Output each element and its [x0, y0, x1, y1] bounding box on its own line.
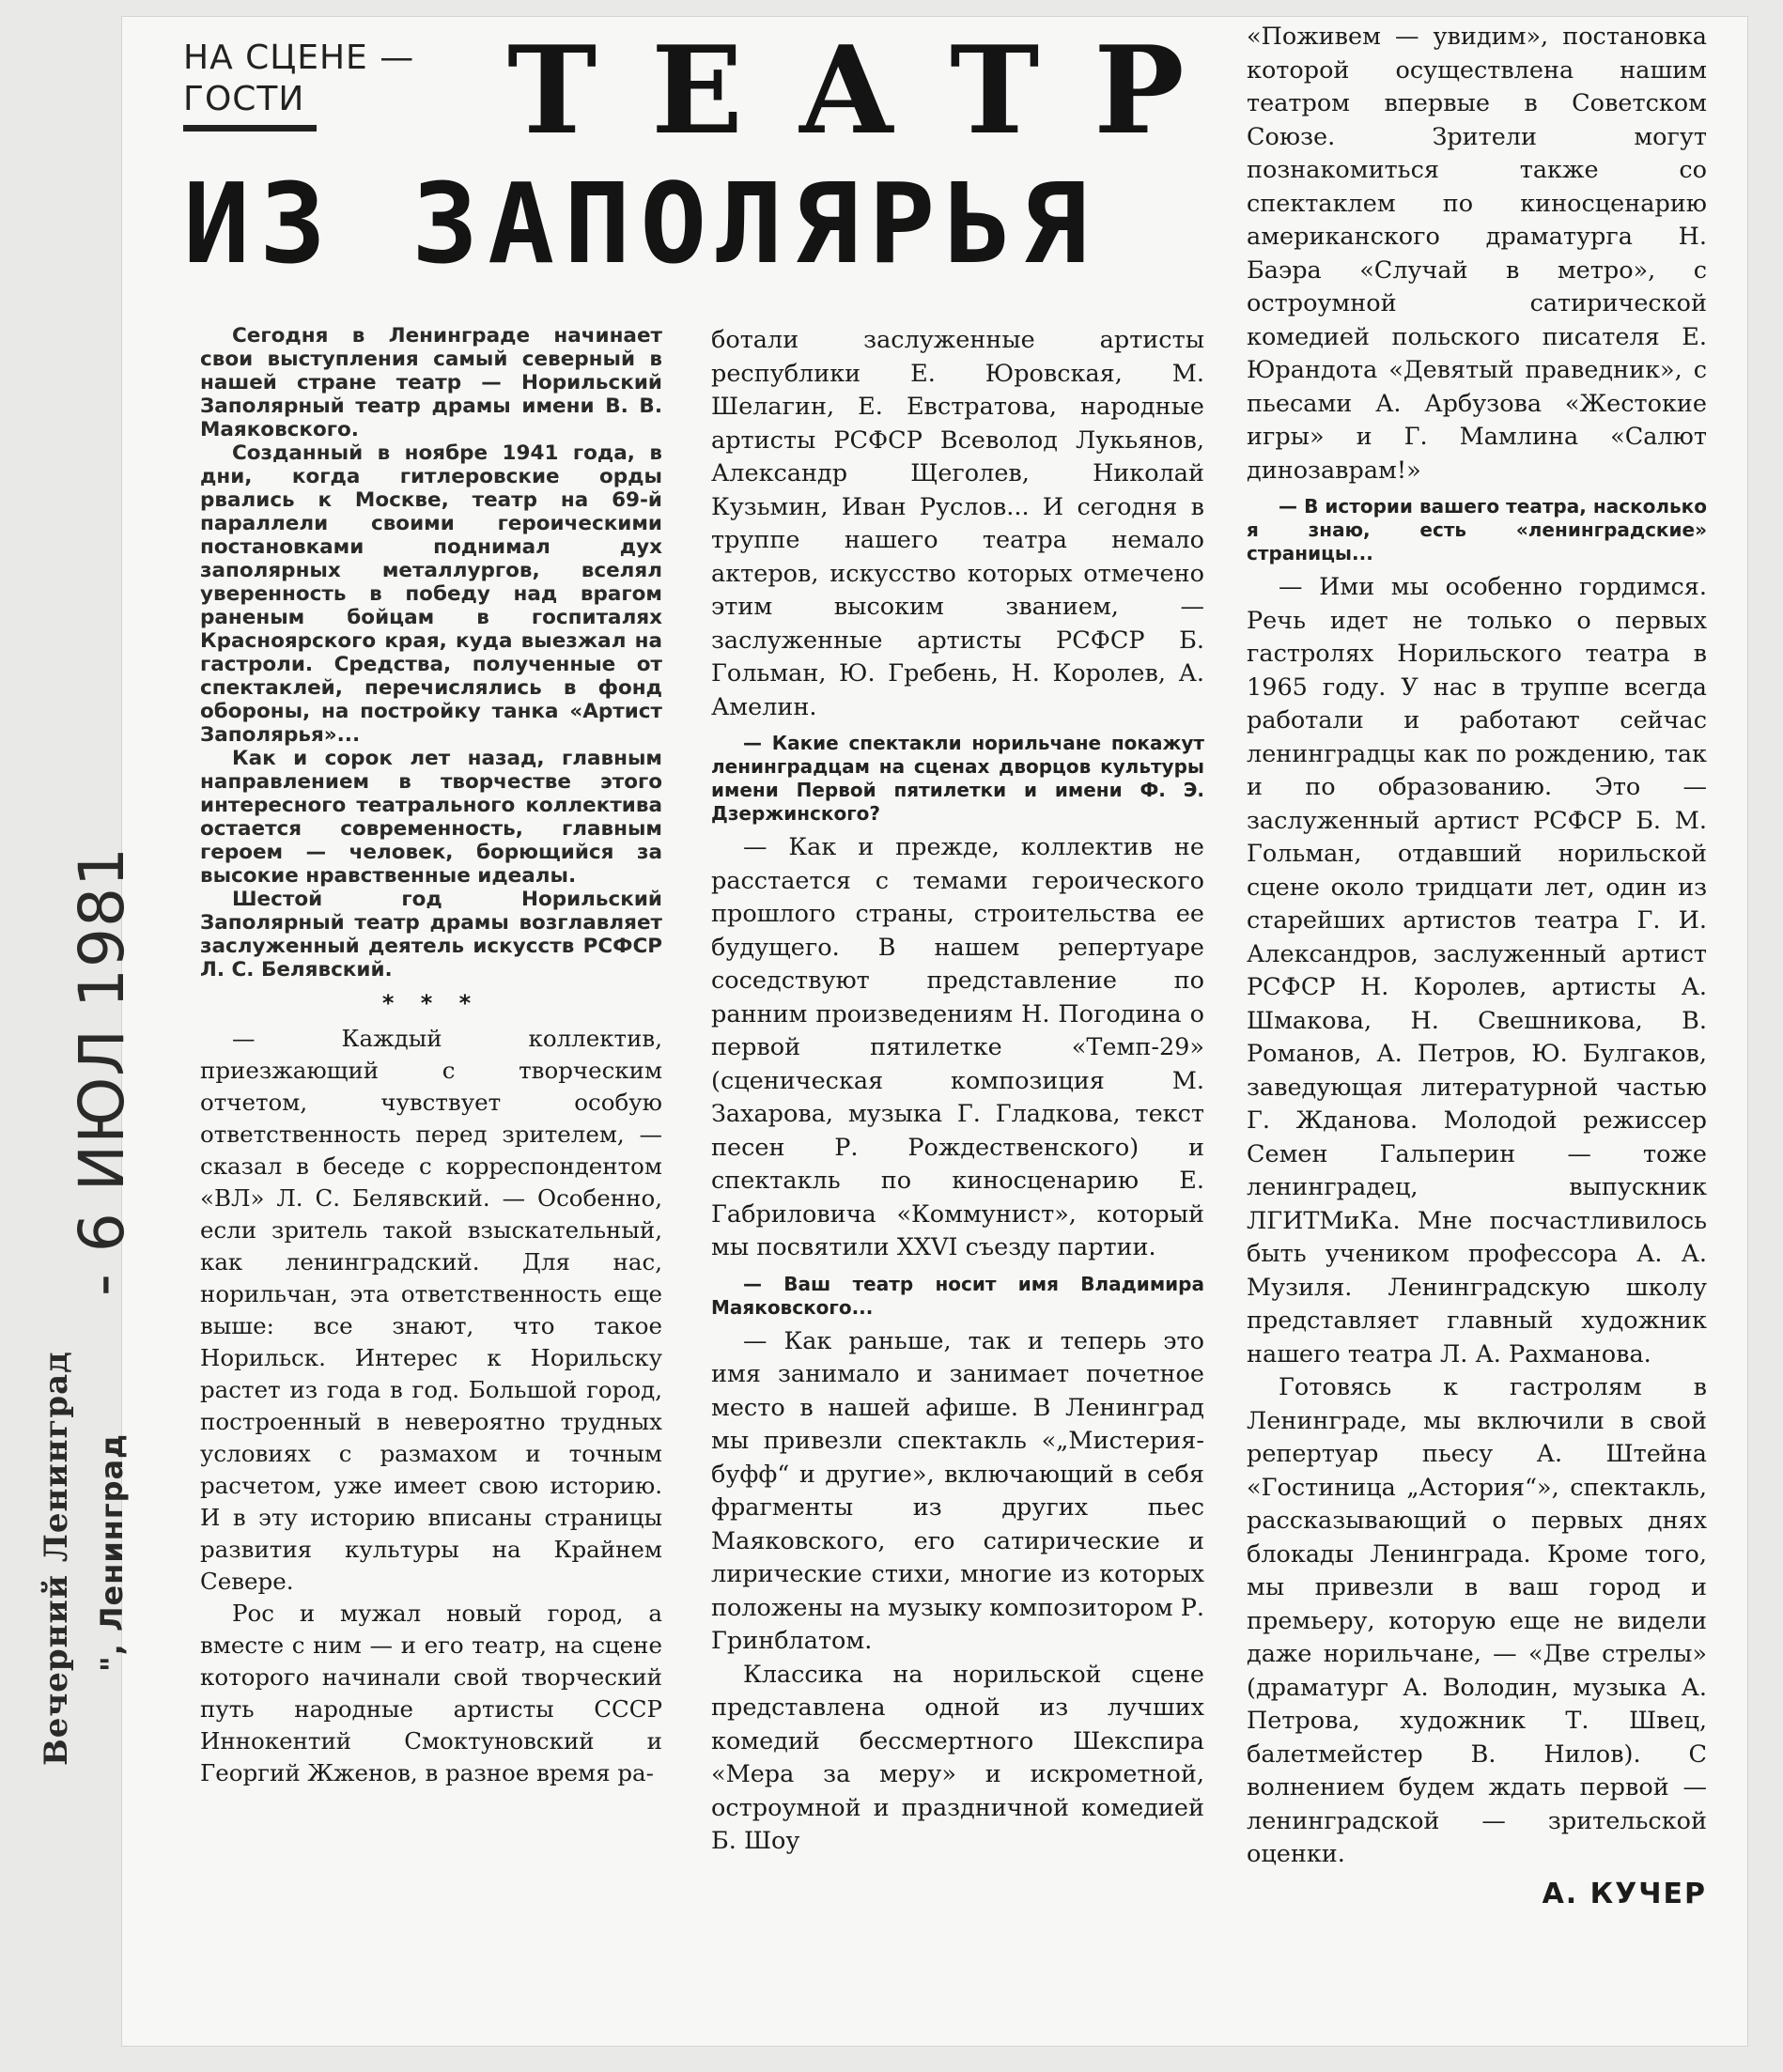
- body-paragraph: — Как раньше, так и теперь это имя занимало и занимает почетное место в нашей афише. В Ленинград мы привезли спектакль «„Мистерия-буфф“ и другие», включающий в себя фрагменты из других пьес Маяковского, его сатирические и лирические стихи, многие из которых положены на музыку композитором Р. Гринблатом.: [711, 1326, 1204, 1655]
- rubric: [183, 38, 414, 120]
- headline-line-2: ИЗ ЗАПОЛЯРЬЯ: [183, 159, 1097, 288]
- interview-question: — Какие спектакли норильчане покажут ленинградцам на сценах дворцов культуры имени Первой пятилетки и имени Ф. Э. Дзержинского?: [711, 732, 1204, 825]
- newspaper-name-stamp: Вечерний Ленинград: [38, 1351, 75, 1766]
- body-paragraph: — Каждый коллектив, приезжающий с творческим отчетом, чувствует особую ответственность перед зрителем, — сказал в беседе с корреспондентом «ВЛ» Л. С. Белявский. — Особенно, если зритель такой взыскательный, как ленинградский. Для нас, норильчан, эта ответственность еще выше: все знают, что такое Норильск. Интерес к Норильску растет из года в год. Большой город, построенный в невероятно трудных условиях с размахом и точным расчетом, уже имеет свою историю. И в эту историю вписаны страницы развития культуры на Крайнем Севере.: [200, 1025, 662, 1595]
- body-paragraph: Готовясь к гастролям в Ленинграде, мы включили в свой репертуар пьесу А. Штейна «Гостиница „Астория“», спектакль, рассказывающий о первых днях блокады Ленинграда. Кроме того, мы привезли в ваш город и премьеру, которую еще не видели даже норильчане, — «Две стрелы» (драматург А. Володин, музыка А. Петрова, художник Т. Швец, балетмейстер В. Нилов). С волнением будем ждать первой — ленинградской — зрительской оценки.: [1247, 1373, 1707, 1868]
- body-paragraph: Рос и мужал новый город, а вместе с ним — и его театр, на сцене которого начинали свой творческий путь народные артисты СССР Иннокентий Смоктуновский и Георгий Жженов, в разное время ра-: [200, 1600, 662, 1786]
- article-lead: [200, 324, 662, 982]
- interview-question: — В истории вашего театра, насколько я знаю, есть «ленинградские» страницы...: [1247, 495, 1707, 564]
- interview-question: — Ваш театр носит имя Владимира Маяковского...: [711, 1272, 1204, 1319]
- section-separator: * * *: [381, 990, 481, 1016]
- article-column-3: [1247, 21, 1707, 2040]
- body-paragraph: «Поживем — увидим», постановка которой осуществлена нашим театром впервые в Советском Союзе. Зрители могут познакомиться также со спектаклем по киносценарию американского драматурга Н. Баэра «Случай в метро», с остроумной сатирической комедией польского писателя Е. Юрандота «Девятый праведник», с пьесами А. Арбузова «Жестокие игры» и Г. Мамлина «Салют динозаврам!»: [1247, 23, 1707, 485]
- rubric-line-1: НА СЦЕНЕ —: [183, 39, 415, 77]
- article-column-1: [200, 324, 662, 2043]
- date-stamp: - 6 ИЮЛ 1981: [66, 846, 138, 1296]
- lead-paragraph: Созданный в ноябре 1941 года, в дни, когда гитлеровские орды рвались к Москве, театр на 69-й параллели своими героическими постановками поднимал дух заполярных металлургов, вселял уверенность в победу над врагом раненым бойцам в госпиталях Красноярского края, куда выезжал на гастроли. Средства, полученные от спектаклей, перечислялись в фонд обороны, на постройку танка «Артист Заполярья»...: [200, 441, 662, 747]
- rubric-line-2: ГОСТИ: [183, 80, 305, 118]
- author-signature: А. КУЧЕР: [1542, 1877, 1707, 1910]
- body-paragraph: Классика на норильской сцене представлена одной из лучших комедий бессмертного Шекспира «Мера за меру» и искрометной, остроумной и праздничной комедией Б. Шоу: [711, 1660, 1204, 1855]
- headline-line-1: ТЕАТР: [507, 21, 1239, 162]
- lead-paragraph: Шестой год Норильский Заполярный театр драмы возглавляет заслуженный деятель искусств РСФСР Л. С. Белявский.: [200, 888, 662, 982]
- rubric-underline: [183, 125, 317, 131]
- body-paragraph: ботали заслуженные артисты республики Е. Юровская, М. Шелагин, Е. Евстратова, народные артисты РСФСР Всеволод Лукьянов, Александр Щеголев, Николай Кузьмин, Иван Руслов... И сегодня в труппе нашего театра немало актеров, искусство которых отмечено этим высоким званием, — заслуженные артисты РСФСР Б. Гольман, Ю. Гребень, Н. Королев, А. Амелин.: [711, 326, 1204, 721]
- article-column-2: [711, 324, 1204, 2043]
- body-paragraph: — Как и прежде, коллектив не расстается с темами героического прошлого страны, строительства ее будущего. В нашем репертуаре соседствуют представление по ранним произведениям Н. Погодина о первой пятилетке «Темп-29» (сценическая композиция М. Захарова, музыка Г. Гладкова, текст песен Р. Рождественского) и спектакль по киносценарию Е. Габриловича «Коммунист», который мы посвятили XXVI съезду партии.: [711, 833, 1204, 1261]
- body-paragraph: — Ими мы особенно гордимся. Речь идет не только о первых гастролях Норильского театра в 1965 году. У нас в труппе всегда работали и работают сейчас ленинградцы как по рождению, так и по образованию. Это — заслуженный артист РСФСР Б. М. Гольман, отдавший норильской сцене около тридцати лет, один из старейших артистов театра Г. И. Александров, заслуженный артист РСФСР Н. Королев, артисты А. Шмакова, Н. Свешникова, В. Романов, А. Петров, Ю. Булгаков, заведующая литературной частью Г. Жданова. Молодой режиссер Семен Гальперин — тоже ленинградец, выпускник ЛГИТМиКа. Мне посчастливилось быть учеником профессора А. А. Музиля. Ленинградскую школу представляет главный художник нашего театра Л. А. Рахманова.: [1247, 573, 1707, 1368]
- city-stamp: ", Ленинград: [94, 1433, 130, 1672]
- lead-paragraph: Сегодня в Ленинграде начинает свои выступления самый северный в нашей стране театр — Норильский Заполярный театр драмы имени В. В. Маяковского.: [200, 324, 662, 441]
- lead-paragraph: Как и сорок лет назад, главным направлением в творчестве этого интересного театрального коллектива остается современность, главным героем — человек, борющийся за высокие нравственные идеалы.: [200, 747, 662, 888]
